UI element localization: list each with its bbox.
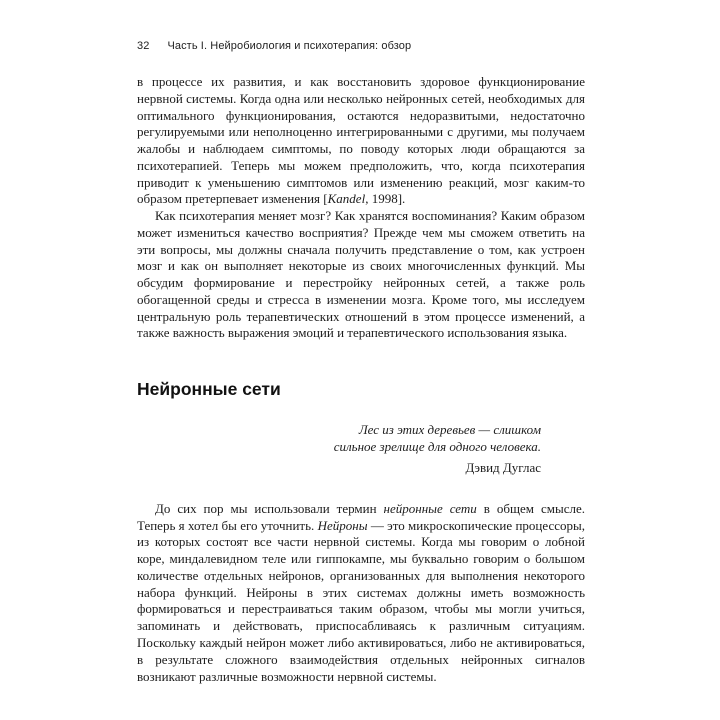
paragraph-3: [137, 501, 585, 685]
page-content: [137, 74, 585, 685]
paragraph-2: Как психотерапия меняет мозг? Как хранятся воспоминания? Каким образом может измениться качество восприятия? Прежде чем мы сможем ответить на эти вопросы, мы должны сначала получить представление о том, как устроен мозг и как он выполняет некоторые из своих многочисленных функций. Мы обсудим формирование и перестройку нейронных сетей, а также роль обогащенной среды и стресса в изменении мозга. Кроме того, мы исследуем центральную роль терапевтических отношений в этом процессе изменений, а также важность выражения эмоций и терапевтического использования языка.: [137, 208, 585, 341]
section-heading: Нейронные сети: [137, 379, 281, 400]
text-segment: — это микроскопические процессоры, из которых состоят все части нервной системы. Когда мы говорим о лобной коре, миндалевидном теле или гиппокампе, мы буквально говорим о большом количестве отдельных нейронов, организованных для выполнения некоторого набора функций. Нейроны в этих системах должны иметь возможность формироваться и перестраиваться таким образом, чтобы мы могли учиться, запоминать и действовать, приспосабливаясь к различным ситуациям. Поскольку каждый нейрон может либо активироваться, либо не активироваться, в результате сложного взаимодействия отдельных нейронных сигналов возникают различные возможности нервной системы.: [137, 517, 585, 684]
text-segment: , 1998].: [365, 191, 406, 207]
running-header: [137, 40, 585, 52]
paragraph-continuation: [137, 74, 585, 208]
epigraph: [137, 421, 585, 477]
term-italic: Нейроны: [317, 517, 368, 533]
epigraph-line-1: Лес из этих деревьев — слишком: [358, 421, 541, 437]
text-segment: в общем смысле. Теперь я хотел бы его уточнить.: [137, 500, 586, 533]
epigraph-attribution: Дэвид Дуглас: [465, 460, 541, 476]
running-header-title: Часть I. Нейробиология и психотерапия: обзор: [167, 40, 412, 52]
text-segment: в процессе их развития, и как восстановить здоровое функционирование нервной системы. Когда одна или несколько нейронных сетей, необходимых для оптимального функционирования, остаются недоразвитыми, недостаточно регулируемыми или неполноценно интегрированными с другими, мы получаем жалобы и наблюдаем симптомы, по поводу которых люди обращаются за психотерапией. Теперь мы можем предположить, что, когда психотерапия приводит к уменьшению симптомов или изменению реакций, мозг каким-то образом претерпевает изменения [: [137, 74, 585, 207]
text-segment: До сих пор мы использовали термин: [155, 500, 384, 516]
term-italic: нейронные сети: [383, 500, 477, 516]
epigraph-line-2: сильное зрелище для одного человека.: [333, 438, 541, 454]
page-number: 32: [137, 40, 150, 52]
citation-author-italic: Kandel: [327, 191, 366, 207]
